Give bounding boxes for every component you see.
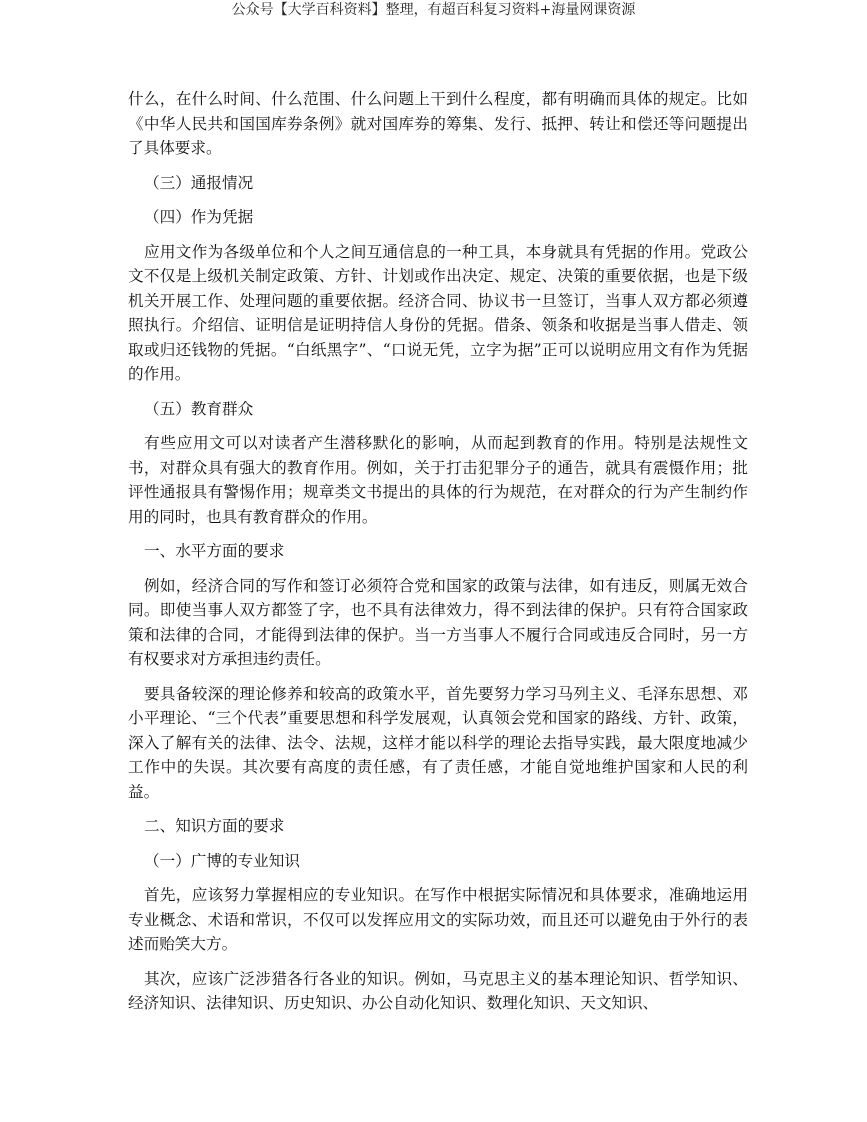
paragraph-basis: 应用文作为各级单位和个人之间互通信息的一种工具，本身就具有凭据的作用。党政公文不仅是上级机关制定政策、方针、计划或作出决定、规定、决策的重要依据，也是下级机关开展工作、处理问题的重要依据。经济合同、协议书一旦签订，当事人双方都必须遵照执行。介绍信、证明信是证明持信人身份的凭据。借条、领条和收据是当事人借走、领取或归还钱物的凭据。“白纸黑字”、“口说无凭，立字为据”正可以说明应用文有作为凭据的作用。 [128,242,748,383]
paragraph-intro: 什么，在什么时间、什么范围、什么问题上干到什么程度，都有明确而具体的规定。比如《中华人民共和国国库券条例》就对国库券的筹集、发行、抵押、转让和偿还等问题提出了具体要求。 [128,90,748,157]
paragraph-level-1: 例如，经济合同的写作和签订必须符合党和国家的政策与法律，如有违反，则属无效合同。即使当事人双方都签了字，也不具有法律效力，得不到法律的保护。只有符合国家政策和法律的合同，才能得到法律的保护。当一方当事人不履行合同或违反合同时，另一方有权要求对方承担违约责任。 [128,576,748,668]
paragraph-educate: 有些应用文可以对读者产生潜移默化的影响，从而起到教育的作用。特别是法规性文书，对群众具有强大的教育作用。例如，关于打击犯罪分子的通告，就具有震慑作用；批评性通报具有警惕作用；规章类文书提出的具体的行为规范，在对群众的行为产生制约作用的同时，也具有教育群众的作用。 [128,434,748,526]
heading-professional: （一）广博的专业知识 [144,851,300,870]
heading-educate: （五）教育群众 [144,399,254,418]
heading-level: 一、水平方面的要求 [144,542,285,560]
heading-basis: （四）作为凭据 [144,208,254,226]
heading-report: （三）通报情况 [144,173,254,192]
paragraph-knowledge-1: 首先，应该努力掌握相应的专业知识。在写作中根据实际情况和具体要求，准确地运用专业概念、术语和常识，不仅可以发挥应用文的实际功效，而且还可以避免由于外行的表述而贻笑大方。 [128,886,748,953]
heading-knowledge: 二、知识方面的要求 [144,817,285,835]
document-body [128,87,748,1026]
page-header: 公众号【大学百科资料】整理，有超百科复习资料+海量网课资源 [231,2,636,18]
paragraph-level-2: 要具备较深的理论修养和较高的政策水平，首先要努力学习马列主义、毛泽东思想、邓小平理论、“三个代表”重要思想和科学发展观，认真领会党和国家的路线、方针、政策，深入了解有关的法律、法令、法规，这样才能以科学的理论去指导实践，最大限度地减少工作中的失误。其次要有高度的责任感，有了责任感，才能自觉地维护国家和人民的利益。 [128,684,748,801]
paragraph-knowledge-2: 其次，应该广泛涉猎各行各业的知识。例如，马克思主义的基本理论知识、哲学知识、经济知识、法律知识、历史知识、办公自动化知识、数理化知识、天文知识、 [128,969,748,1012]
